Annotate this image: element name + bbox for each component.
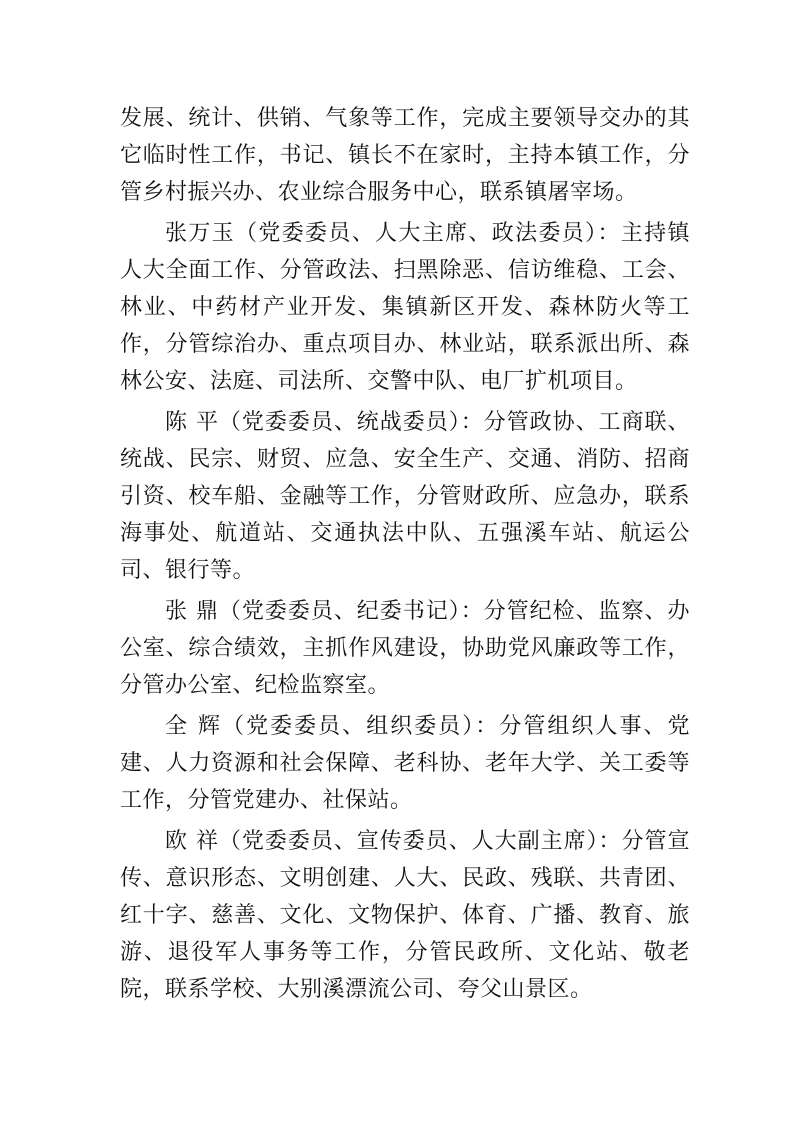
paragraph-continuation: 发展、统计、供销、气象等工作，完成主要领导交办的其它临时性工作，书记、镇长不在家时，主持本镇工作，分管乡村振兴办、农业综合服务中心，联系镇屠宰场。	[120, 106, 690, 205]
paragraph-quan-hui: 全 辉（党委委员、组织委员）：分管组织人事、党建、人力资源和社会保障、老科协、老年大学、关工委等工作，分管党建办、社保站。	[120, 714, 690, 813]
paragraph-chen-ping: 陈 平（党委委员、统战委员）：分管政协、工商联、统战、民宗、财贸、应急、安全生产、交通、消防、招商引资、校车船、金融等工作，分管财政所、应急办，联系海事处、航道站、交通执法中队、五强溪车站、航运公司、银行等。	[120, 410, 690, 583]
paragraph-ou-xiang: 欧 祥（党委委员、宣传委员、人大副主席）：分管宣传、意识形态、文明创建、人大、民政、残联、共青团、红十字、慈善、文化、文物保护、体育、广播、教育、旅游、退役军人事务等工作，分管民政所、文化站、敬老院，联系学校、大别溪漂流公司、夸父山景区。	[120, 829, 690, 1002]
document-body	[120, 100, 690, 1008]
paragraph-zhang-wanyu: 张万玉（党委委员、人大主席、政法委员）：主持镇人大全面工作、分管政法、扫黑除恶、信访维稳、工会、林业、中药材产业开发、集镇新区开发、森林防火等工作，分管综治办、重点项目办、林业站，联系派出所、森林公安、法庭、司法所、交警中队、电厂扩机项目。	[120, 221, 690, 394]
paragraph-zhang-ding: 张 鼎（党委委员、纪委书记）：分管纪检、监察、办公室、综合绩效，主抓作风建设，协助党风廉政等工作，分管办公室、纪检监察室。	[120, 599, 690, 698]
